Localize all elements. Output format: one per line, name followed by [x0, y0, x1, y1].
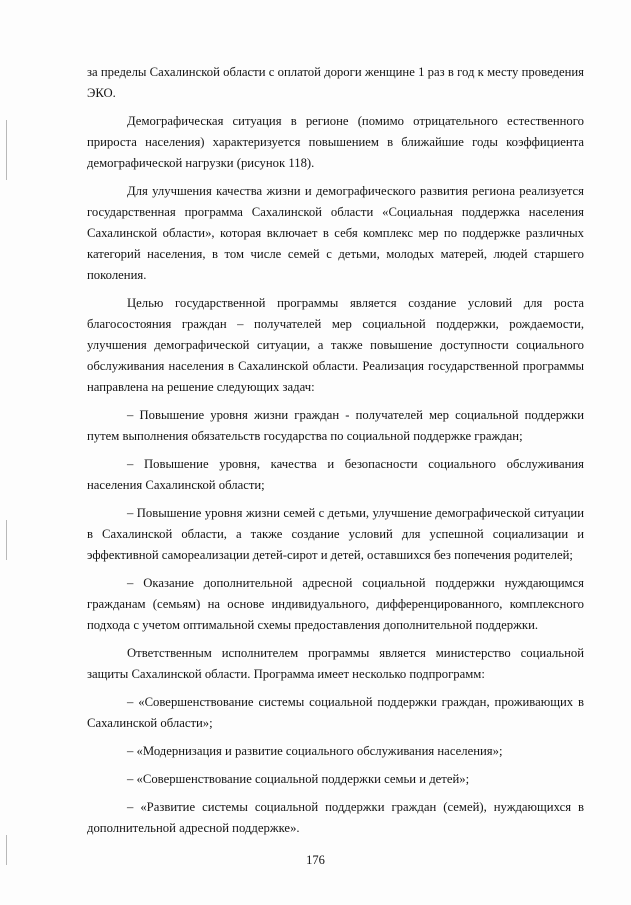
paragraph: за пределы Сахалинской области с оплатой дороги женщине 1 раз в год к месту проведения ЭКО. [87, 65, 584, 100]
paragraph: Целью государственной программы является создание условий для роста благосостояния граждан – получателей мер социальной поддержки, рождаемости, улучшения демографической ситуации, а также повышение доступности социального обслуживания населения в Сахалинской области. Реализация государственной программы направлена на решение следующих задач: [87, 296, 584, 394]
list-item: – Повышение уровня жизни граждан - получателей мер социальной поддержки путем выполнения обязательств государства по социальной поддержке граждан; [87, 408, 584, 443]
list-item: – Оказание дополнительной адресной социальной поддержки нуждающимся гражданам (семьям) на основе индивидуального, дифференцированного, комплексного подхода с учетом оптимальной схемы предоставления дополнительной поддержки. [87, 576, 584, 632]
scan-edge-mark [6, 120, 7, 180]
list-item: – «Совершенствование системы социальной поддержки граждан, проживающих в Сахалинской области»; [87, 695, 584, 730]
paragraph: Демографическая ситуация в регионе (помимо отрицательного естественного прироста населения) характеризуется повышением в ближайшие годы коэффициента демографической нагрузки (рисунок 118). [87, 114, 584, 170]
paragraph: Ответственным исполнителем программы является министерство социальной защиты Сахалинской области. Программа имеет несколько подпрограмм: [87, 646, 584, 681]
list-item: – Повышение уровня жизни семей с детьми, улучшение демографической ситуации в Сахалинской области, а также создание условий для успешной социализации и эффективной самореализации детей-сирот и детей, оставшихся без попечения родителей; [87, 506, 584, 562]
page-number: 176 [306, 853, 325, 867]
list-item: – «Развитие системы социальной поддержки граждан (семей), нуждающихся в дополнительной адресной поддержке». [87, 800, 584, 835]
list-item: – «Совершенствование социальной поддержки семьи и детей»; [127, 772, 470, 786]
paragraph: Для улучшения качества жизни и демографического развития региона реализуется государственная программа Сахалинской области «Социальная поддержка населения Сахалинской области», которая включает в себя комплекс мер по поддержке различных категорий населения, в том числе семей с детьми, молодых матерей, людей старшего поколения. [87, 184, 584, 282]
document-body [87, 62, 584, 846]
list-item: – Повышение уровня, качества и безопасности социального обслуживания населения Сахалинской области; [87, 457, 584, 492]
scan-edge-mark [6, 520, 7, 560]
list-item: – «Модернизация и развитие социального обслуживания населения»; [127, 744, 503, 758]
